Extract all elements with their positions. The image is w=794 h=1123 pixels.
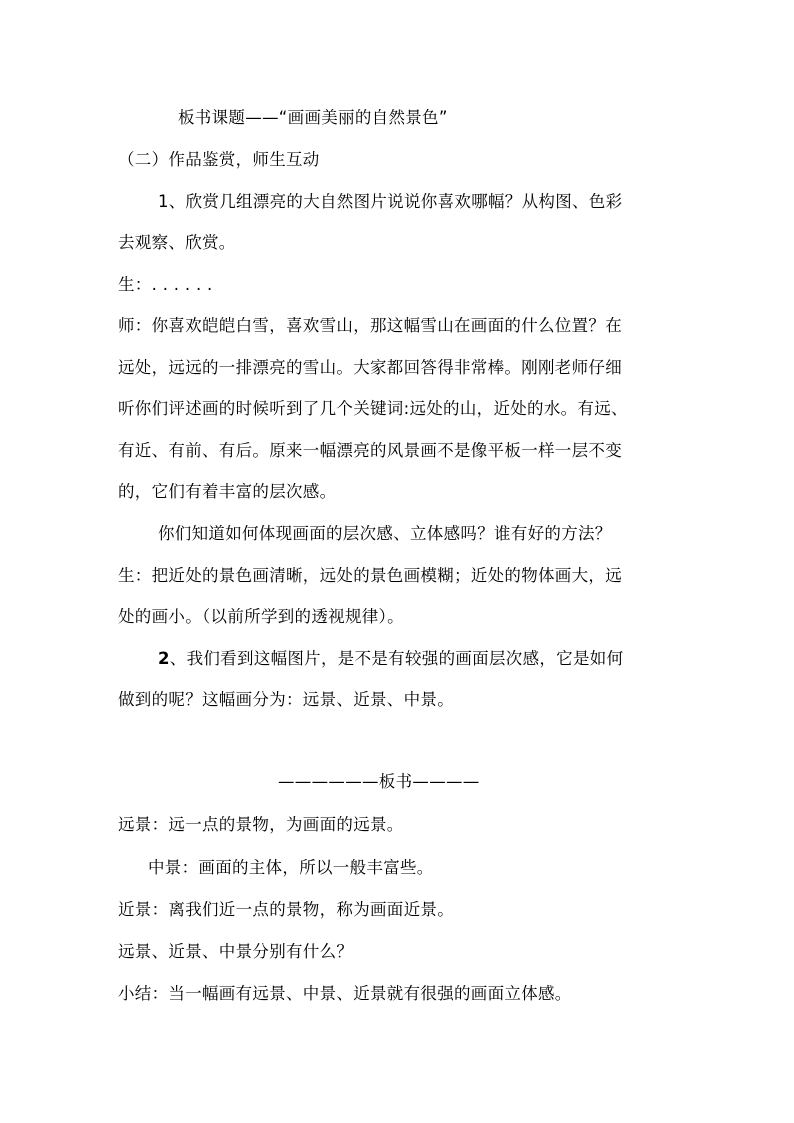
board-middle-view: 中景：画面的主体，所以一般丰富些。 bbox=[148, 858, 434, 877]
item-1-line-1: 1、欣赏几组漂亮的大自然图片说说你喜欢哪幅？从构图、色彩 bbox=[158, 192, 623, 211]
student-reply-1: 生：. . . . . . bbox=[118, 275, 213, 294]
question-line: 你们知道如何体现画面的层次感、立体感吗？谁有好的方法？ bbox=[158, 524, 612, 543]
board-summary: 小结：当一幅画有远景、中景、近景就有很强的画面立体感。 bbox=[118, 984, 572, 1003]
teacher-para-line-2: 远处，远远的一排漂亮的雪山。大家都回答得非常棒。刚刚老师仔细 bbox=[118, 358, 622, 377]
section-heading: （二）作品鉴赏，师生互动 bbox=[118, 150, 320, 169]
student-reply-2-line-1: 生：把近处的景色画清晰，远处的景色画模糊；近处的物体画大，远 bbox=[118, 566, 622, 585]
item-2-line-2: 做到的呢？这幅画分为：远景、近景、中景。 bbox=[118, 690, 454, 709]
item-2-line-1 bbox=[158, 647, 623, 671]
teacher-para-line-1: 师：你喜欢皑皑白雪，喜欢雪山，那这幅雪山在画面的什么位置？在 bbox=[118, 316, 622, 335]
board-heading: ——————板书———— bbox=[278, 772, 480, 791]
board-far-view: 远景：远一点的景物，为画面的远景。 bbox=[118, 815, 404, 834]
board-question: 远景、近景、中景分别有什么？ bbox=[118, 942, 354, 961]
teacher-para-line-4: 有近、有前、有后。原来一幅漂亮的风景画不是像平板一样一层不变 bbox=[118, 441, 622, 460]
lesson-title-line: 板书课题——“画画美丽的自然景色” bbox=[178, 108, 448, 127]
teacher-para-line-5: 的，它们有着丰富的层次感。 bbox=[118, 482, 337, 501]
item-1-line-2: 去观察、欣赏。 bbox=[118, 233, 236, 252]
student-reply-2-line-2: 处的画小。（以前所学到的透视规律）。 bbox=[118, 607, 404, 626]
board-near-view: 近景：离我们近一点的景物，称为画面近景。 bbox=[118, 900, 454, 919]
teacher-para-line-3: 听你们评述画的时候听到了几个关键词:远处的山，近处的水。有远、 bbox=[118, 399, 628, 418]
item-2-number: 2 bbox=[158, 649, 170, 668]
item-2-line-1-text: 、我们看到这幅图片，是不是有较强的画面层次感，它是如何 bbox=[169, 649, 624, 668]
